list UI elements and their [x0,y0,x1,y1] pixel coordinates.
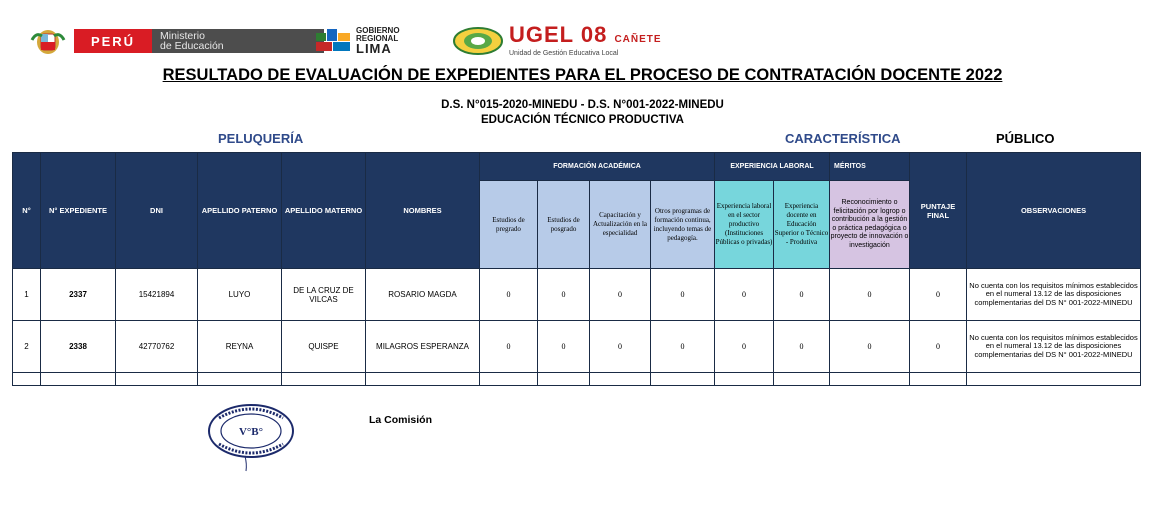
cell-otros: 0 [651,269,715,321]
cell-exp-laboral: 0 [715,269,774,321]
header-row-group [13,153,1141,181]
col-dni: DNI [116,153,198,269]
cell-observaciones: No cuenta con los requisitos mínimos establecidos en el numeral 13.12 de las disposiciones complementarias del DS N° 001-2022-MINEDU [967,321,1141,373]
group-meritos: MÉRITOS [830,153,910,181]
minedu-name: Ministerio de Educación [152,29,324,53]
col-otros-programas: Otros programas de formación continua, incluyendo temas de pedagogía. [651,181,715,269]
cell-nombres: MILAGROS ESPERANZA [366,321,480,373]
col-observaciones: OBSERVACIONES [967,153,1141,269]
logo-bar [28,21,728,58]
characteristic-label: CARACTERÍSTICA [785,131,901,146]
cell-pregrado: 0 [480,269,538,321]
col-reconocimiento: Reconocimiento o felicitación por logrop o contribución a la gestión o práctica pedagógica o proyecto de innovación o investigación [830,181,910,269]
group-formacion: FORMACIÓN ACADÉMICA [480,153,715,181]
cell-reconocimiento: 0 [830,321,910,373]
results-table [12,152,1141,386]
peru-coat-of-arms-icon [28,26,68,56]
cell-apellido-materno: QUISPE [282,321,366,373]
document-title: RESULTADO DE EVALUACIÓN DE EXPEDIENTES PARA EL PROCESO DE CONTRATACIÓN DOCENTE 2022 [162,66,1003,84]
col-exp-laboral: Experiencia laboral en el sector productivo (Instituciones Públicas o privadas) [715,181,774,269]
cell-posgrado: 0 [538,321,590,373]
minedu-logo [74,29,324,53]
col-estudios-pregrado: Estudios de pregrado [480,181,538,269]
table-row [13,321,1141,373]
cell-exp-docente: 0 [774,321,830,373]
cell-posgrado: 0 [538,269,590,321]
cell-exp-laboral: 0 [715,321,774,373]
col-estudios-posgrado: Estudios de posgrado [538,181,590,269]
cell-num: 1 [13,269,41,321]
peru-label: PERÚ [74,29,152,53]
gore-text: GOBIERNO REGIONAL LIMA [356,26,400,56]
gobierno-regional-logo [316,27,426,55]
col-capacitacion: Capacitación y Actualización en la especialidad [590,181,651,269]
cell-apellido-paterno: LUYO [198,269,282,321]
cell-capacitacion: 0 [590,321,651,373]
cell-puntaje: 0 [910,321,967,373]
cell-nombres: ROSARIO MAGDA [366,269,480,321]
col-apellido-paterno: APELLIDO PATERNO [198,153,282,269]
commission-stamp-icon [205,402,297,472]
cell-num: 2 [13,321,41,373]
ugel-seal-icon [453,27,503,55]
cell-expediente: 2338 [41,321,116,373]
cell-apellido-materno: DE LA CRUZ DE VILCAS [282,269,366,321]
ugel-logo [453,21,733,57]
legal-reference: D.S. N°015-2020-MINEDU - D.S. N°001-2022-MINEDU [441,99,724,111]
commission-label: La Comisión [369,414,433,426]
characteristic-value: PÚBLICO [996,131,1055,146]
svg-text:V°B°: V°B° [238,426,264,438]
group-experiencia: EXPERIENCIA LABORAL [715,153,830,181]
cell-exp-docente: 0 [774,269,830,321]
cell-pregrado: 0 [480,321,538,373]
cell-reconocimiento: 0 [830,269,910,321]
cell-puntaje: 0 [910,269,967,321]
col-exp-docente: Experiencia docente en Educación Superior o Técnico - Produtiva [774,181,830,269]
gore-lima-icon [316,29,352,53]
table-row [13,269,1141,321]
col-apellido-materno: APELLIDO MATERNO [282,153,366,269]
cell-apellido-paterno: REYNA [198,321,282,373]
empty-row [13,373,1141,386]
cell-dni: 15421894 [116,269,198,321]
cell-expediente: 2337 [41,269,116,321]
education-type: EDUCACIÓN TÉCNICO PRODUCTIVA [481,114,684,126]
col-puntaje: PUNTAJE FINAL [910,153,967,269]
ugel-text: UGEL 08 CAÑETE Unidad de Gestión Educativa Local [509,21,662,57]
col-num: N° [13,153,41,269]
specialty-label: PELUQUERÍA [218,131,304,146]
cell-capacitacion: 0 [590,269,651,321]
cell-otros: 0 [651,321,715,373]
cell-dni: 42770762 [116,321,198,373]
col-expediente: N° EXPEDIENTE [41,153,116,269]
col-nombres: NOMBRES [366,153,480,269]
cell-observaciones: No cuenta con los requisitos mínimos establecidos en el numeral 13.12 de las disposiciones complementarias del DS N° 001-2022-MINEDU [967,269,1141,321]
